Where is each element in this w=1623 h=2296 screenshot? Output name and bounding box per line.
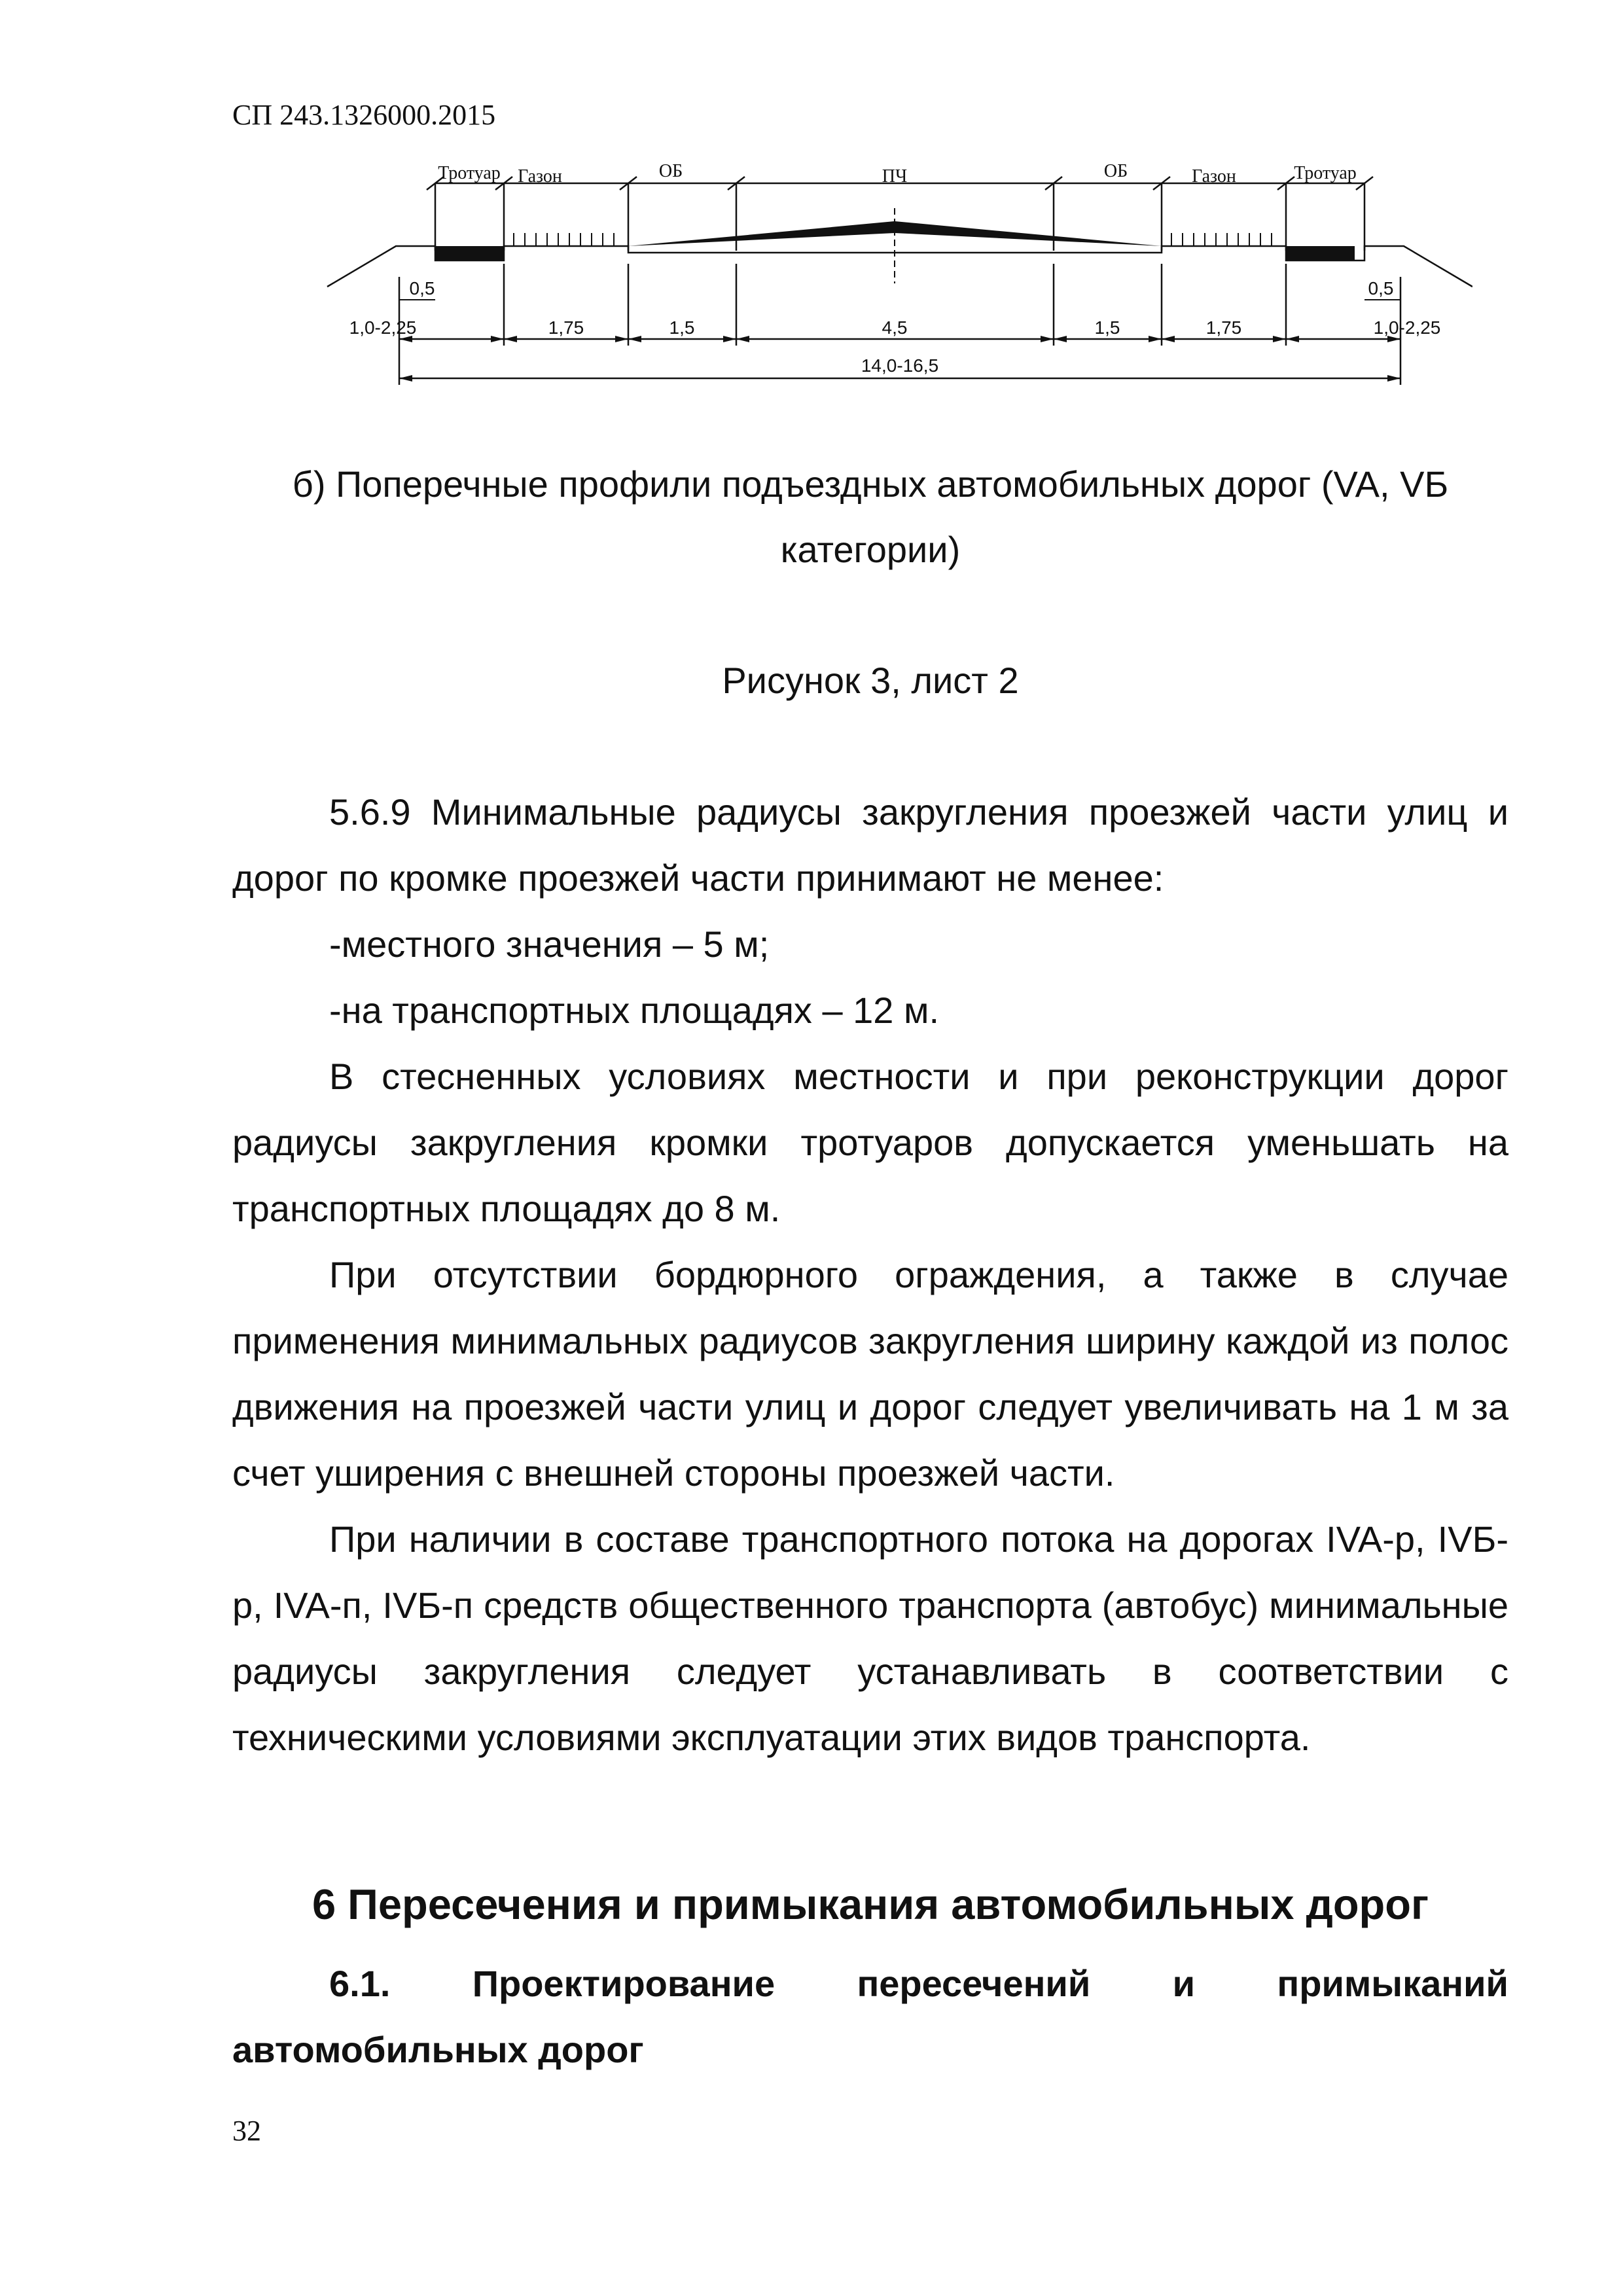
subsection-title-line2: автомобильных дорог — [232, 2029, 644, 2070]
paragraph-no-curb: При отсутствии бордюрного ограждения, а также в случае применения минимальных радиусов закругления ширину каждой из полос движения на проезжей части улиц и дорог следует увеличивать на 1 м за счет уширения с внешней стороны проезжей части. — [232, 1254, 1508, 1494]
dim-lawn-left: 1,75 — [548, 317, 584, 338]
dim-sidewalk-left: 1,0-2,25 — [349, 317, 417, 338]
subsection-word-1: Проектирование — [472, 1963, 776, 2004]
dim-lawn-right: 1,75 — [1205, 317, 1242, 338]
label-sidewalk-left: Тротуар — [438, 163, 501, 183]
dim-shoulder-left: 1,5 — [669, 317, 695, 338]
paragraph-constrained-conditions: В стесненных условиях местности и при реконструкции дорог радиусы закругления кромки тротуаров допускается уменьшать на транспортных площадях до 8 м. — [232, 1056, 1508, 1229]
figure-caption-line1: б) Поперечные профили подъездных автомобильных дорог (VA, VБ — [292, 463, 1449, 505]
label-lawn-left: Газон — [518, 166, 562, 187]
label-sidewalk-right: Тротуар — [1294, 163, 1357, 183]
document-code-header: СП 243.1326000.2015 — [232, 99, 496, 131]
subsection-title — [232, 1950, 1508, 2083]
lawn-hatching-left — [514, 233, 614, 246]
road-cross-section-figure — [314, 149, 1472, 398]
label-shoulder-right: ОБ — [1103, 161, 1128, 181]
body-text — [232, 779, 1508, 1770]
sidewalk-right-pavement — [1286, 246, 1355, 260]
label-lawn-right: Газон — [1192, 166, 1236, 187]
subsection-title-line1 — [232, 1950, 1508, 2017]
subsection-word-3: и — [1172, 1963, 1196, 2004]
section-title: 6 Пересечения и примыкания автомобильных дорог — [312, 1880, 1429, 1928]
cross-section-drawing — [314, 149, 1472, 398]
dim-carriageway: 4,5 — [882, 317, 908, 338]
dim-sidewalk-right: 1,0-2,25 — [1373, 317, 1441, 338]
top-dimension-line — [427, 177, 1373, 251]
dim-shoulder-right: 1,5 — [1094, 317, 1120, 338]
subsection-word-2: пересечений — [857, 1963, 1091, 2004]
paragraph-transport-squares: -на транспортных площадях – 12 м. — [329, 990, 940, 1031]
paragraph-5-6-9: 5.6.9 Минимальные радиусы закругления проезжей части улиц и дорог по кромке проезжей части принимают не менее: — [232, 791, 1508, 899]
figure-label: Рисунок 3, лист 2 — [722, 660, 1019, 701]
dim-curb-right: 0,5 — [1368, 278, 1394, 298]
dim-total-width: 14,0-16,5 — [861, 355, 939, 376]
subsection-word-4: примыканий — [1277, 1963, 1508, 2004]
figure-caption — [232, 452, 1508, 583]
paragraph-public-transport: При наличии в составе транспортного потока на дорогах IVA-р, IVБ-р, IVA-п, IVБ-п средств общественного транспорта (автобус) минимальные радиусы закругления следует устанавливать в соответствии с техническими условиями эксплуатации этих видов транспорта. — [232, 1518, 1508, 1758]
label-carriageway: ПЧ — [882, 166, 908, 187]
subsection-number: 6.1. — [329, 1963, 391, 2004]
label-shoulder-left: ОБ — [658, 161, 683, 181]
sidewalk-left-pavement — [435, 246, 504, 260]
page-number: 32 — [232, 2115, 261, 2147]
figure-caption-line2: категории) — [780, 529, 961, 570]
dim-curb-left: 0,5 — [409, 278, 435, 298]
lawn-hatching-right — [1171, 233, 1272, 246]
paragraph-local-roads: -местного значения – 5 м; — [329, 924, 770, 965]
